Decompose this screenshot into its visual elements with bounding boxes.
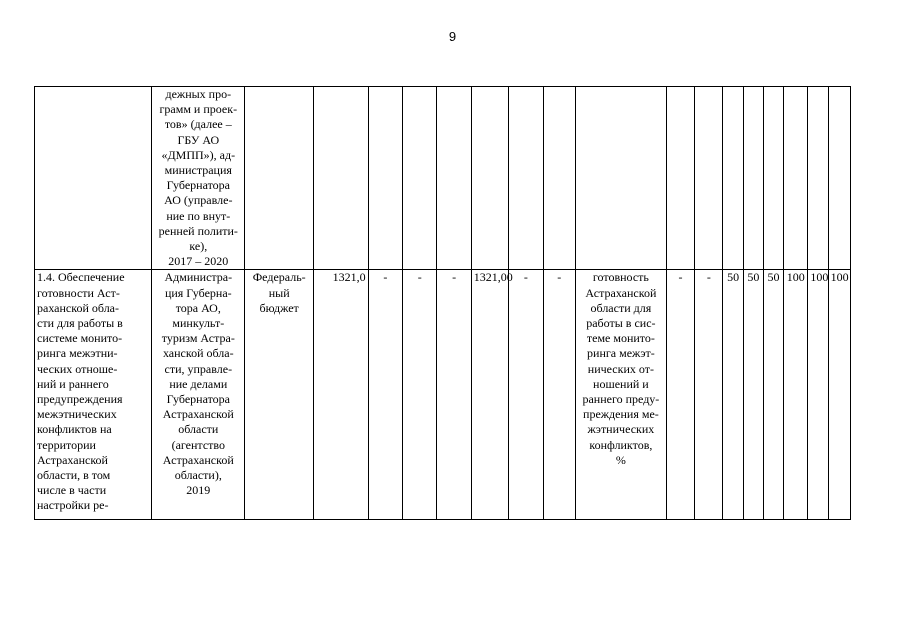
cell-2020-cont <box>471 87 508 270</box>
cell-target-2: - <box>695 270 723 520</box>
cell-2021: - <box>509 270 543 520</box>
indicator-line: готовность <box>592 270 649 285</box>
cell-source <box>245 270 314 520</box>
executor-line: грамм и проек- <box>159 102 238 117</box>
executor-line: 2019 <box>186 483 211 498</box>
measure-line: 1.4. Обеспечение <box>37 270 125 285</box>
cell-2022-cont <box>543 87 575 270</box>
cell-2020: 1321,00 <box>471 270 508 520</box>
indicator-line: раннего преду- <box>582 392 660 407</box>
indicator-line: жэтнических <box>587 422 655 437</box>
measure-line: раханской обла- <box>37 300 120 315</box>
indicator-line: конфликтов, <box>589 437 653 452</box>
executor-line: Администра- <box>164 270 233 285</box>
executor-line: области), <box>174 468 222 483</box>
measure-line: числе в части <box>37 483 107 498</box>
page-number: 9 <box>448 29 457 44</box>
executor-line: ханской обла- <box>162 346 234 361</box>
measure-line: системе монито- <box>37 331 123 346</box>
cell-target-8: 100 <box>828 270 850 520</box>
cell-t2-cont <box>695 87 723 270</box>
measure-line: готовности Аст- <box>37 285 120 300</box>
source-line: ный <box>268 285 290 300</box>
executor-line: (агентство <box>171 437 225 452</box>
cell-measure-cont <box>35 87 152 270</box>
indicator-line: теме монито- <box>586 331 655 346</box>
cell-target-3: 50 <box>723 270 743 520</box>
executor-line: ке), <box>189 239 208 254</box>
measure-line: Астраханской <box>37 452 108 467</box>
cell-target-1: - <box>666 270 694 520</box>
cell-executor <box>152 270 245 520</box>
cell-indicator-cont <box>575 87 666 270</box>
cell-executor-cont <box>152 87 245 270</box>
executor-line: тора АО, <box>175 300 221 315</box>
cell-target-6: 100 <box>784 270 808 520</box>
indicator-line: преждения ме- <box>583 407 659 422</box>
executor-line: «ДМПП»), ад- <box>161 147 236 162</box>
cell-target-4: 50 <box>743 270 763 520</box>
executor-line: ние по внут- <box>166 208 231 223</box>
measure-line: ринга межэтни- <box>37 346 118 361</box>
cell-t7-cont <box>808 87 828 270</box>
cell-total: 1321,0 <box>314 270 369 520</box>
executor-line: министрация <box>164 163 232 178</box>
source-line: бюджет <box>259 300 299 315</box>
executor-line: минкульт- <box>172 316 225 331</box>
cell-t6-cont <box>784 87 808 270</box>
cell-t4-cont <box>743 87 763 270</box>
cell-2018-cont <box>403 87 437 270</box>
measure-line: ний и раннего <box>37 376 109 391</box>
source-line: Федераль- <box>252 270 306 285</box>
executor-line: ние делами <box>169 376 228 391</box>
executor-line: ГБУ АО <box>177 132 220 147</box>
executor-line: сти, управле- <box>164 361 233 376</box>
cell-2021-cont <box>509 87 543 270</box>
cell-measure <box>35 270 152 520</box>
measure-line: настройки ре- <box>37 498 109 513</box>
executor-line: тов» (далее – <box>164 117 232 132</box>
cell-t5-cont <box>763 87 783 270</box>
measure-line: сти для работы в <box>37 316 123 331</box>
indicator-line: % <box>615 452 626 467</box>
cell-indicator <box>575 270 666 520</box>
executor-line: Губернатора <box>166 392 231 407</box>
measure-line: предупреждения <box>37 392 123 407</box>
cell-target-7: 100 <box>808 270 828 520</box>
cell-2018: - <box>403 270 437 520</box>
measure-line: территории <box>37 437 96 452</box>
table-row-continued <box>35 87 851 270</box>
indicator-line: ринга межэт- <box>587 346 655 361</box>
cell-source-cont <box>245 87 314 270</box>
cell-t8-cont <box>828 87 850 270</box>
executor-line: АО (управле- <box>164 193 233 208</box>
executor-line: дежных про- <box>165 87 232 101</box>
executor-line: туризм Астра- <box>161 331 235 346</box>
executor-line: области <box>178 422 219 437</box>
table-row-1-4 <box>35 270 851 520</box>
cell-2017-cont <box>368 87 402 270</box>
cell-2017: - <box>368 270 402 520</box>
measure-line: области, в том <box>37 468 111 483</box>
cell-target-5: 50 <box>763 270 783 520</box>
measure-line: межэтнических <box>37 407 117 422</box>
cell-2019-cont <box>437 87 471 270</box>
indicator-line: нических от- <box>587 361 654 376</box>
executor-line: Астраханской <box>162 407 234 422</box>
executor-line: Губернатора <box>166 178 231 193</box>
indicator-line: ношений и <box>593 376 649 391</box>
measure-line: ческих отноше- <box>37 361 118 376</box>
program-table <box>34 86 851 520</box>
cell-t1-cont <box>666 87 694 270</box>
indicator-line: работы в сис- <box>586 316 656 331</box>
executor-line: ция Губерна- <box>164 285 232 300</box>
executor-line: ренней полити- <box>158 223 238 238</box>
cell-t3-cont <box>723 87 743 270</box>
executor-line: 2017 – 2020 <box>168 254 229 269</box>
measure-line: конфликтов на <box>37 422 112 437</box>
cell-total-cont <box>314 87 369 270</box>
indicator-line: Астраханской <box>585 285 657 300</box>
cell-2022: - <box>543 270 575 520</box>
cell-2019: - <box>437 270 471 520</box>
executor-line: Астраханской <box>162 452 234 467</box>
indicator-line: области для <box>590 300 652 315</box>
